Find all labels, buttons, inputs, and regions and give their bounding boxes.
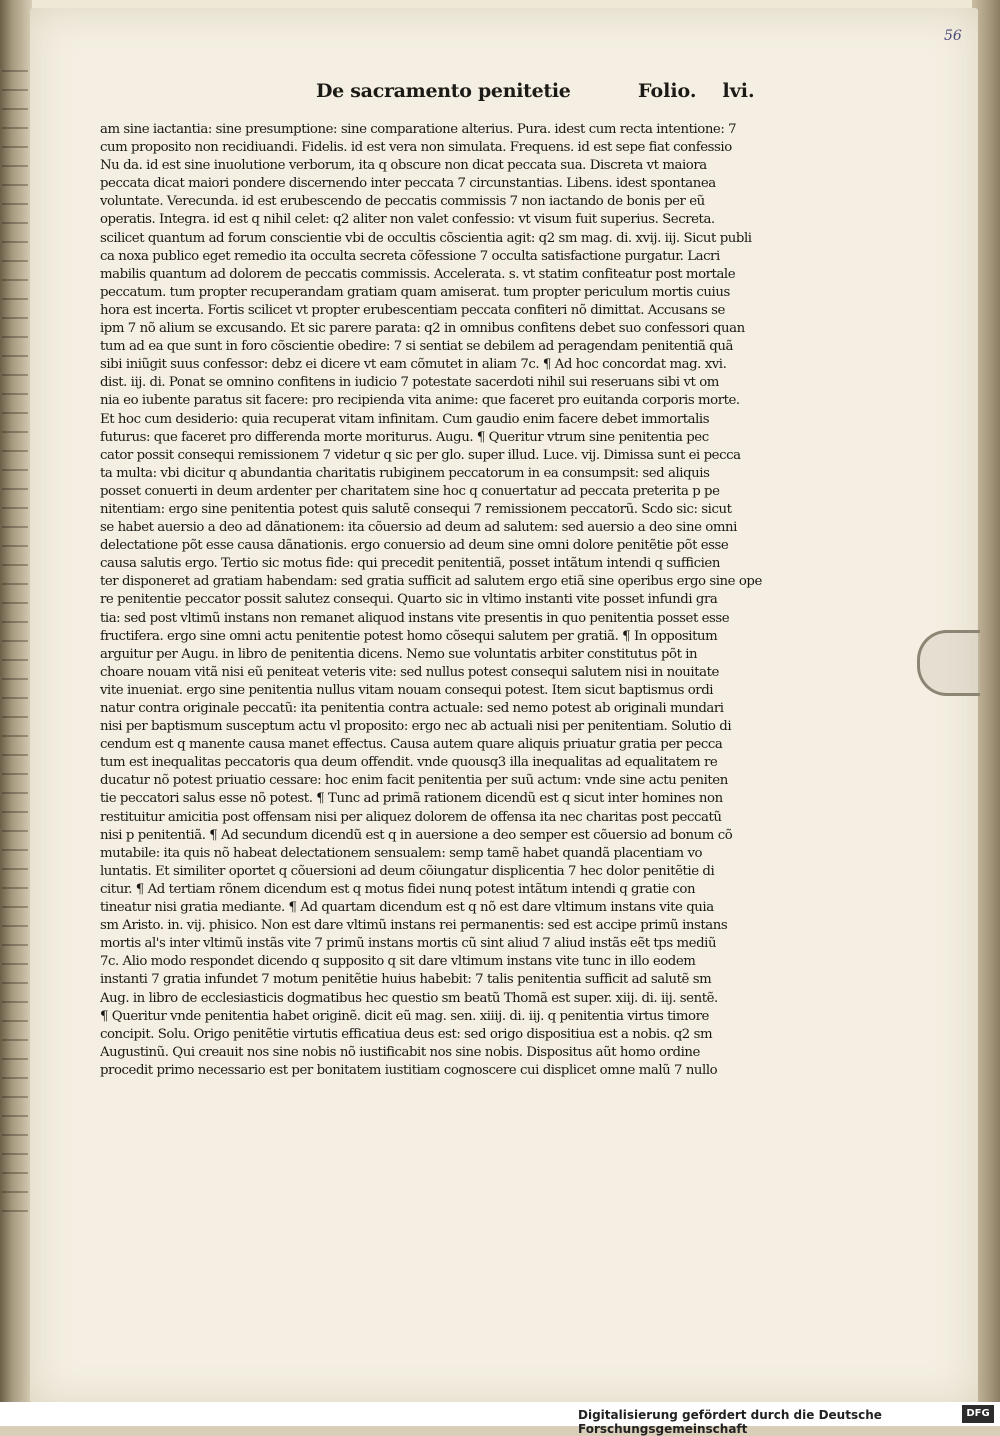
- footer-credit: Digitalisierung gefördert durch die Deutsche Forschungsgemeinschaft: [578, 1408, 882, 1436]
- facing-page-edge: [0, 0, 32, 1426]
- folio-roman-numeral: lvi.: [722, 80, 755, 102]
- text-line: mabilis quantum ad dolorem de peccatis commissis. Accelerata. s. vt statim confiteatur post mortale: [100, 266, 736, 282]
- running-head-folio: [638, 80, 781, 102]
- text-line: dist. iij. di. Ponat se omnino confitens in iudicio 7 potestate sacerdoti nihil sui reseruans sibi vt om: [100, 375, 719, 391]
- text-line: concipit. Solu. Origo penitẽtie virtutis efficatiua deus est: sed origo dispositiua est a nobis. q2 sm: [100, 1026, 713, 1042]
- folio-label: Folio.: [638, 80, 697, 102]
- text-line: mutabile: ita quis nõ habeat delectationem sensualem: semp tamẽ habet quandã placentiam vo: [100, 845, 703, 861]
- text-line: voluntate. Verecunda. id est erubescendo de peccatis commissis 7 non iactando de bonis per eũ: [100, 194, 705, 210]
- text-line: ca noxa publico eget remedio ita occulta secreta cõfessione 7 occulta satisfactione purgatur. Lacri: [100, 248, 720, 264]
- handwritten-folio-number: 56: [944, 28, 962, 44]
- text-line: choare nouam vitã nisi eũ peniteat veteris vite: sed nullus potest consequi salutem nisi in nouitate: [100, 664, 719, 680]
- text-line: futurus: que faceret pro differenda morte moriturus. Augu. ¶ Queritur vtrum sine penitentia pec: [100, 429, 709, 445]
- text-line: hora est incerta. Fortis scilicet vt propter erubescentiam peccata confiteri nõ dimittat. Accusans se: [100, 302, 725, 318]
- text-line: nisi per baptismum susceptum actu vl proposito: ergo nec ab actuali nisi per penitentiam. Solutio di: [100, 719, 732, 735]
- text-line: sm Aristo. in. vij. phisico. Non est dare vltimũ instans rei permanentis: sed est accipe primũ instans: [100, 918, 728, 934]
- text-line: ta multa: vbi dicitur q abundantia charitatis rubiginem peccatorum in ea consumpsit: sed aliquis: [100, 465, 710, 481]
- text-line: citur. ¶ Ad tertiam rõnem dicendum est q motus fidei nunq potest intãtum intendi q gratie con: [100, 881, 696, 897]
- text-line: Et hoc cum desiderio: quia recuperat vitam infinitam. Cum gaudio enim facere debet immortalis: [100, 411, 710, 427]
- text-line: nitentiam: ergo sine penitentia potest quis salutẽ consequi 7 remissionem peccatorũ. Scdo sic: sicut: [100, 501, 732, 517]
- text-line: posset conuerti in deum ardenter per charitatem sine hoc q conuertatur ad peccata preterita p pe: [100, 483, 720, 499]
- text-line: peccatum. tum propter recuperandam gratiam quam amiserat. tum propter periculum mortis cuius: [100, 284, 730, 300]
- text-line: operatis. Integra. id est q nihil celet: q2 aliter non valet confessio: vt visum fuit superius. Secreta.: [100, 212, 715, 228]
- text-line: tum ad ea que sunt in foro cõscientie obedire: 7 si sentiat se debilem ad peragendam penitentiã quã: [100, 339, 733, 355]
- dfg-logo: DFG: [962, 1405, 994, 1423]
- text-line: re penitentie peccator possit salutez consequi. Quarto sic in vltimo instanti vite posset infundi gra: [100, 592, 718, 608]
- text-line: Nu da. id est sine inuolutione verborum, ita q obscure non dicat peccata sua. Discreta vt maiora: [100, 158, 707, 174]
- text-line: natur contra originale peccatũ: ita penitentia contra actuale: sed nemo potest ab originali mundari: [100, 701, 724, 716]
- text-line: tineatur nisi gratia mediante. ¶ Ad quartam dicendum est q nõ est dare vltimum instans vite quia: [100, 900, 714, 916]
- text-line: tia: sed post vltimũ instans non remanet aliquod instans vite presentis in quo penitentia posset esse: [100, 610, 730, 626]
- running-head-title: De sacramento penitetie: [316, 80, 571, 102]
- body-text-block: [100, 121, 772, 1080]
- text-line: peccata dicat maiori pondere discernendo inter peccata 7 circunstantias. Libens. idest spontanea: [100, 176, 716, 192]
- text-line: delectatione põt esse causa dãnationis. ergo conuersio ad deum sine omni dolore penitẽtie põt esse: [100, 538, 729, 554]
- text-line: vite inueniat. ergo sine penitentia nullus vitam nouam consequi potest. Item sicut baptismus ordi: [100, 682, 714, 698]
- text-line: tie peccatori salus esse nõ potest. ¶ Tunc ad primã rationem dicendũ est q sicut inter homines non: [100, 791, 723, 807]
- text-line: sibi iniũgit suus confessor: debz ei dicere vt eam cõmutet in aliam 7c. ¶ Ad hoc concordat mag. xvi.: [100, 357, 727, 373]
- text-line: ducatur nõ potest priuatio cessare: hoc enim facit penitentia per suũ actum: vnde sine actu peniten: [100, 773, 728, 789]
- facing-page-text-fragment: [2, 60, 28, 1220]
- text-line: mortis al's inter vltimũ instãs vite 7 primũ instans mortis cũ sint aliud 7 aliud instãs eẽt tps mediũ: [100, 936, 717, 952]
- text-line: cator possit consequi remissionem 7 videtur q sic per glo. super illud. Luce. vij. Dimissa sunt ei pecca: [100, 447, 741, 463]
- text-line: nia eo iubente paratus sit facere: pro recipienda vita anime: que faceret pro euitanda corporis morte.: [100, 393, 740, 409]
- text-line: procedit primo necessario est per bonitatem iustitiam cognoscere cui displicet omne malũ 7 nullo: [100, 1062, 718, 1078]
- text-line: scilicet quantum ad forum conscientie vbi de occultis cõscientia agit: q2 sm mag. di. xvij. iij. Sicut publi: [100, 230, 752, 246]
- text-line: luntatis. Et similiter oportet q cõuersioni ad deum cõiungatur displicentia 7 hec dolor penitẽtie di: [100, 863, 715, 879]
- text-line: fructifera. ergo sine omni actu penitentie potest homo cõsequi salutem per gratiã. ¶ In oppositum: [100, 628, 718, 644]
- text-line: ¶ Queritur vnde penitentia habet originẽ. dicit eũ mag. sen. xiiij. di. iij. q penitentia virtus timore: [100, 1008, 709, 1024]
- text-line: cum proposito non recidiuandi. Fidelis. id est vera non simulata. Frequens. id est sepe fiat confessio: [100, 140, 732, 156]
- text-line: arguitur per Augu. in libro de penitentia dicens. Nemo sue voluntatis arbiter constitutus põt in: [100, 646, 698, 662]
- text-line: ipm 7 nõ alium se excusando. Et sic parere parata: q2 in omnibus confitens debet suo confessori quan: [100, 321, 745, 337]
- text-line: se habet auersio a deo ad dãnationem: ita cõuersio ad deum ad salutem: sed auersio a deo sine omni: [100, 520, 737, 536]
- text-line: nisi p penitentiã. ¶ Ad secundum dicendũ est q in auersione a deo semper est cõuersio ad bonum cõ: [100, 827, 733, 843]
- text-line: Augustinũ. Qui creauit nos sine nobis nõ iustificabit nos sine nobis. Dispositus aũt homo ordine: [100, 1044, 700, 1060]
- running-head: [316, 80, 776, 106]
- text-line: am sine iactantia: sine presumptione: sine comparatione alterius. Pura. idest cum recta intentione: 7: [100, 122, 737, 137]
- text-line: tum est inequalitas peccatoris qua deum offendit. vnde quousq3 illa inequalitas ad equalitatem re: [100, 755, 718, 771]
- text-line: 7c. Alio modo respondet dicendo q supposito q sit dare vltimum instans vite tunc in illo eodem: [100, 954, 696, 970]
- text-line: Aug. in libro de ecclesiasticis dogmatibus hec questio sm beatũ Thomã est super. xiij. di. iij. sentẽ.: [100, 990, 718, 1006]
- text-line: instanti 7 gratia infundet 7 motum penitẽtie huius habebit: 7 talis penitentia sufficit ad salutẽ sm: [100, 972, 712, 988]
- text-line: cendum est q manente causa manet effectus. Causa autem quare aliquis priuatur gratia per pecca: [100, 737, 723, 753]
- text-line: causa salutis ergo. Tertio sic motus fide: qui precedit penitentiã, posset intãtum intendi q sufficien: [100, 556, 720, 572]
- digitization-footer: [0, 1402, 1000, 1436]
- text-line: restituitur amicitia post offensam nisi per aliquez dolorem de offensa ita nec charitas post peccatũ: [100, 809, 722, 825]
- page-clip: [917, 630, 980, 696]
- text-line: ter disponeret ad gratiam habendam: sed gratia sufficit ad salutem ergo etiã sine operibus ergo sine ope: [100, 574, 762, 590]
